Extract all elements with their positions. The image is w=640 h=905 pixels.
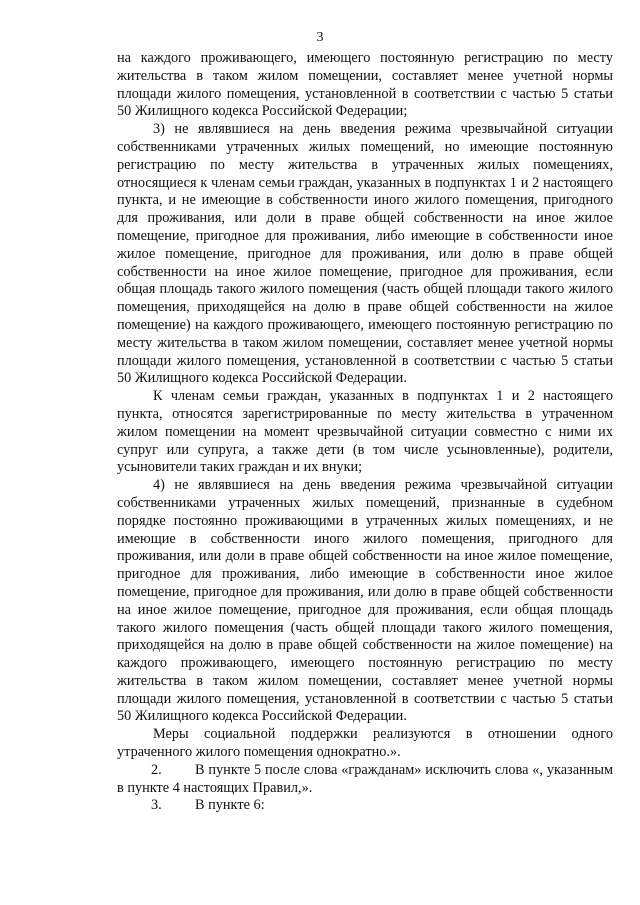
list-item-number: 2. [151, 761, 162, 778]
list-item-text: В пункте 6: [195, 797, 265, 814]
list-item-3 [117, 797, 613, 815]
list-item-2 [117, 762, 613, 798]
page-number: 3 [316, 30, 324, 45]
paragraph-support-measures: Меры социальной поддержки реализуются в отношении одного утраченного жилого помещения однократно.». [117, 726, 613, 761]
list-item-text: В пункте 5 после слова «гражданам» исключить слова «, указанным в пункте 4 настоящих Правил,». [117, 761, 613, 796]
list-item-number: 3. [151, 797, 162, 814]
paragraph-family-members: К членам семьи граждан, указанных в подпунктах 1 и 2 настоящего пункта, относятся зарегистрированные по месту жительства в утраченном жилом помещении на момент чрезвычайной ситуации совместно с ними их супруг или супруга, а также дети (в том числе усыновленные), родители, усыновители таких граждан и их внуки; [117, 388, 613, 476]
paragraph-subitem-3: 3) не являвшиеся на день введения режима чрезвычайной ситуации собственниками утраченных жилых помещений, но имеющие постоянную регистрацию по месту жительства в утраченных жилых помещениях, относящиеся к членам семьи граждан, указанных в подпунктах 1 и 2 настоящего пункта, и не имеющие в собственности иного жилого помещения, пригодного для проживания, или доли в праве общей собственности на иное жилое помещение, пригодное для проживания, либо имеющие в собственности иное жилое помещение, пригодное для проживания, или долю в праве общей собственности на иное жилое помещение, пригодное для проживания, если общая площадь такого жилого помещения (часть общей площади такого жилого помещения, приходящейся на долю в праве общей собственности на жилое помещение) на каждого проживающего, имеющего постоянную регистрацию по месту жительства в таком жилом помещении, составляет менее учетной нормы площади жилого помещения, установленной в соответствии с частью 5 статьи 50 Жилищного кодекса Российской Федерации. [117, 121, 613, 387]
document-body [117, 50, 613, 815]
paragraph-subitem-4: 4) не являвшиеся на день введения режима чрезвычайной ситуации собственниками утраченных жилых помещений, признанные в судебном порядке постоянно проживающими в утраченных жилых помещениях, и не имеющие в собственности иного жилого помещения, пригодного для проживания, или доли в праве общей собственности на иное жилое помещение, пригодное для проживания, либо имеющие в собственности иное жилое помещение, пригодное для проживания, или долю в праве общей собственности на иное жилое помещение, пригодное для проживания, если общая площадь такого жилого помещения (часть общей площади такого жилого помещения, приходящейся на долю в праве общей собственности на жилое помещение) на каждого проживающего, имеющего постоянную регистрацию по месту жительства в таком жилом помещении, составляет менее учетной нормы площади жилого помещения, установленной в соответствии с частью 5 статьи 50 Жилищного кодекса Российской Федерации. [117, 477, 613, 725]
paragraph-continuation: на каждого проживающего, имеющего постоянную регистрацию по месту жительства в таком жилом помещении, составляет менее учетной нормы площади жилого помещения, установленной в соответствии с частью 5 статьи 50 Жилищного кодекса Российской Федерации; [117, 50, 613, 120]
